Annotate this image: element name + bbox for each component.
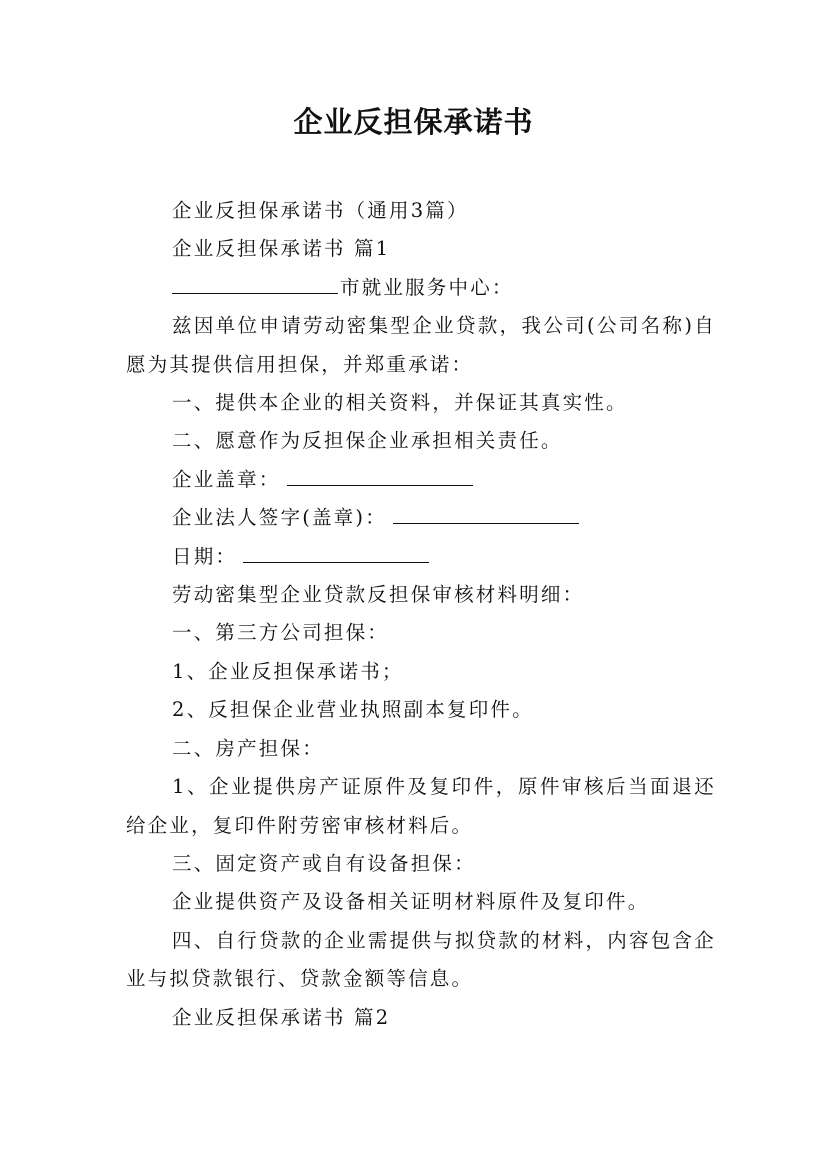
paragraph-promise-2: 二、愿意作为反担保企业承担相关责任。 — [172, 429, 563, 453]
date-label: 日期： — [172, 544, 238, 568]
paragraph-materials-3-1: 企业提供资产及设备相关证明材料原件及复印件。 — [172, 890, 650, 914]
paragraph-section-heading: 企业反担保承诺书 篇1 — [172, 237, 391, 261]
legal-signature-blank-line — [393, 505, 579, 524]
document-title: 企业反担保承诺书 — [293, 105, 534, 139]
paragraph-materials-heading: 劳动密集型企业贷款反担保审核材料明细： — [172, 583, 585, 607]
company-seal-blank-line — [287, 467, 473, 486]
paragraph-materials-2-1: 1、企业提供房产证原件及复印件，原件审核后当面退还给企业，复印件附劳密审核材料后。 — [126, 775, 716, 837]
paragraph-company-seal — [126, 461, 716, 499]
legal-signature-label: 企业法人签字(盖章)： — [172, 506, 387, 530]
paragraph-legal-signature — [126, 499, 716, 537]
addressee-blank-line — [172, 275, 338, 294]
paragraph-date — [126, 538, 716, 576]
addressee-text: 市就业服务中心： — [340, 275, 514, 299]
paragraph-addressee — [126, 269, 716, 307]
paragraph-statement: 兹因单位申请劳动密集型企业贷款，我公司(公司名称)自愿为其提供信用担保，并郑重承诺： — [126, 314, 716, 376]
paragraph-materials-1-2: 2、反担保企业营业执照副本复印件。 — [172, 698, 534, 722]
paragraph-promise-1: 一、提供本企业的相关资料，并保证其真实性。 — [172, 391, 628, 415]
date-blank-line — [243, 544, 429, 563]
paragraph-subtitle: 企业反担保承诺书（通用3篇） — [172, 199, 469, 222]
paragraph-materials-2: 二、房产担保： — [172, 736, 324, 760]
paragraph-section-heading-2: 企业反担保承诺书 篇2 — [172, 1005, 391, 1029]
company-seal-label: 企业盖章： — [172, 467, 281, 491]
paragraph-materials-4: 四、自行贷款的企业需提供与拟贷款的材料，内容包含企业与拟贷款银行、贷款金额等信息。 — [126, 928, 716, 991]
paragraph-materials-3: 三、固定资产或自有设备担保： — [172, 851, 476, 875]
document-body — [126, 192, 716, 1037]
paragraph-materials-1: 一、第三方公司担保： — [172, 621, 390, 645]
paragraph-materials-1-1: 1、企业反担保承诺书； — [172, 659, 404, 683]
